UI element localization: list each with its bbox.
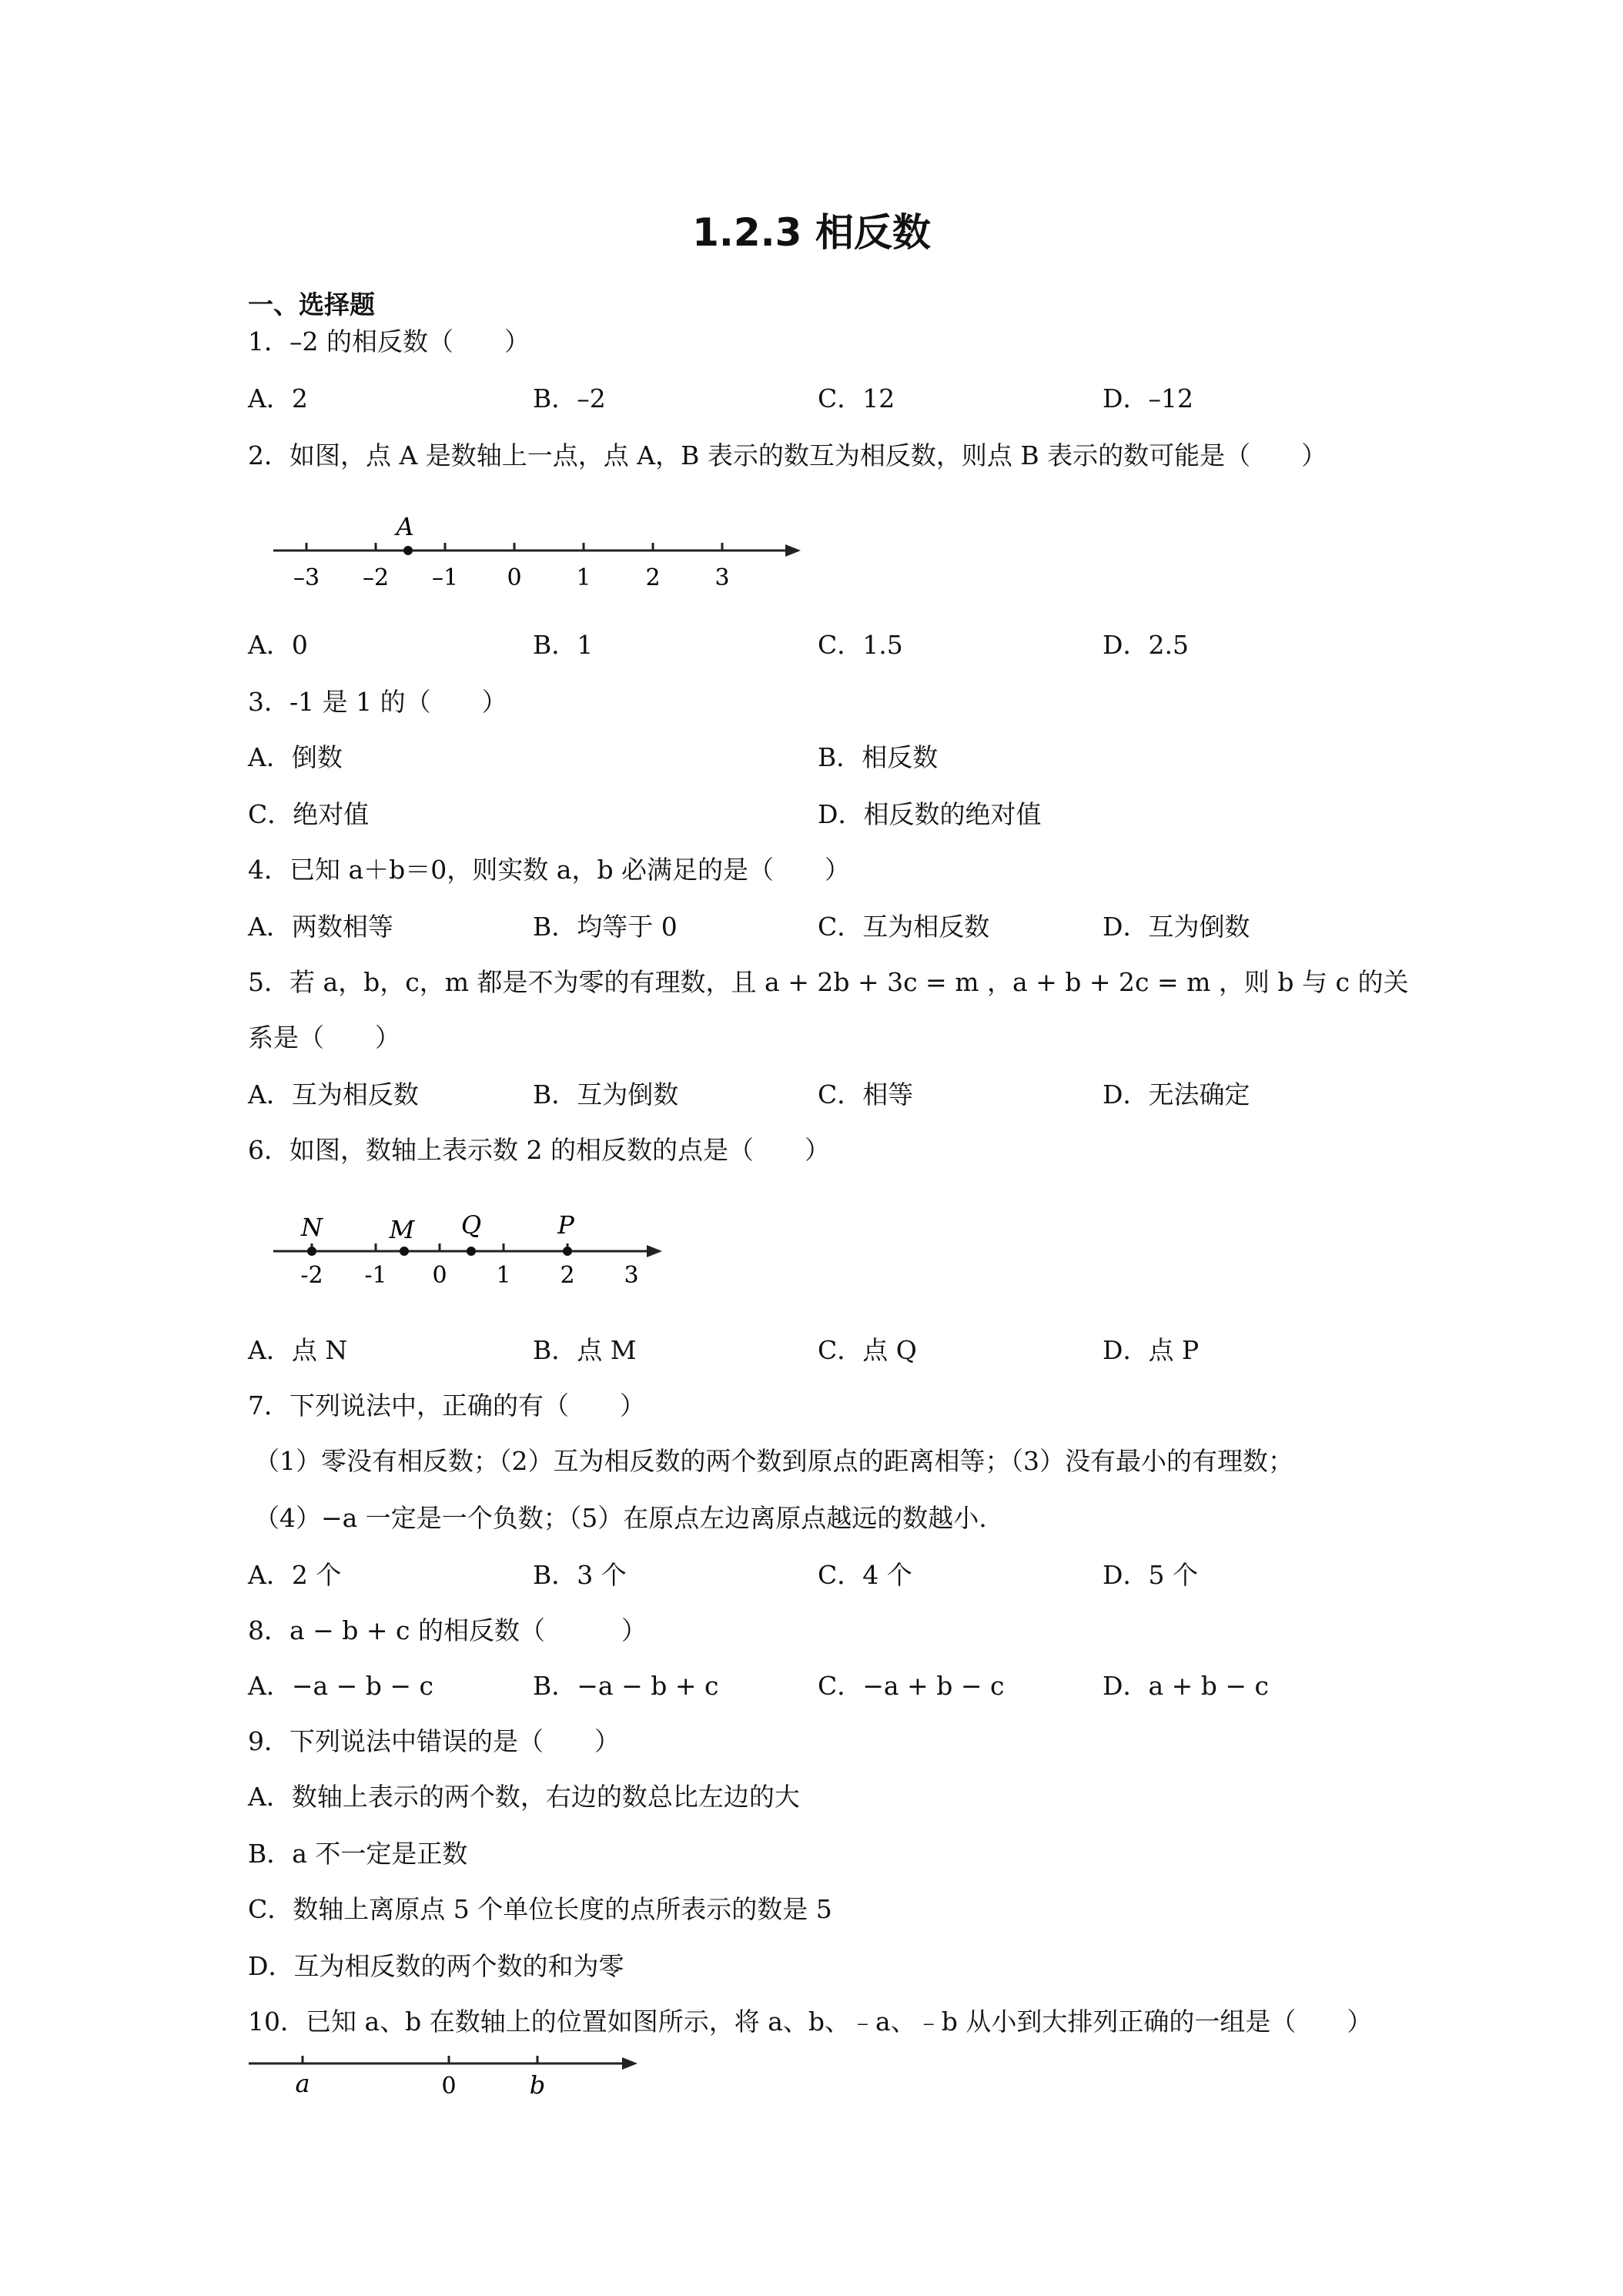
q2-option-a[interactable]: A．0: [248, 630, 308, 660]
q2-number-line-figure: [269, 508, 808, 601]
q6-option-d[interactable]: D．点 P: [1103, 1335, 1200, 1365]
q2-tick-label: 2: [645, 564, 661, 591]
q2-option-c[interactable]: C．1.5: [818, 630, 903, 660]
q2-tick-label: –1: [431, 564, 459, 591]
question-9-stem: 9．下列说法中错误的是（ ）: [248, 1726, 620, 1756]
q6-point-q-dot: [467, 1247, 476, 1256]
question-2-stem: 2．如图，点 A 是数轴上一点，点 A，B 表示的数互为相反数，则点 B 表示的数可能是（ ）: [248, 440, 1327, 470]
question-7-stem: 7．下列说法中，正确的有（ ）: [248, 1391, 645, 1421]
q4-option-a[interactable]: A．两数相等: [248, 912, 393, 942]
q3-option-c[interactable]: C．绝对值: [248, 799, 370, 829]
question-3-stem: 3．-1 是 1 的（ ）: [248, 687, 507, 717]
q4-option-c[interactable]: C．互为相反数: [818, 912, 990, 942]
q2-tick-label: –2: [362, 564, 390, 591]
q6-option-b[interactable]: B．点 M: [533, 1335, 637, 1365]
question-8-stem: 8．a − b + c 的相反数（ ）: [248, 1615, 648, 1645]
q4-option-d[interactable]: D．互为倒数: [1103, 912, 1250, 942]
q8-option-a[interactable]: A．−a − b − c: [248, 1671, 434, 1701]
q8-option-b[interactable]: B．−a − b + c: [533, 1671, 719, 1701]
question-6-stem: 6．如图，数轴上表示数 2 的相反数的点是（ ）: [248, 1135, 830, 1165]
q1-option-b[interactable]: B．–2: [533, 383, 606, 413]
q6-tick-label: -1: [364, 1262, 387, 1289]
q8-option-c[interactable]: C．−a + b − c: [818, 1671, 1005, 1701]
q2-tick-label: 3: [714, 564, 730, 591]
q2-axis-arrow: [785, 544, 801, 557]
q7-option-b[interactable]: B．3 个: [533, 1560, 627, 1590]
q2-point-a-label: A: [396, 512, 414, 541]
q1-option-a[interactable]: A．2: [248, 383, 308, 413]
q3-option-d[interactable]: D．相反数的绝对值: [818, 799, 1042, 829]
q6-option-c[interactable]: C．点 Q: [818, 1335, 917, 1365]
q9-option-d[interactable]: D．互为相反数的两个数的和为零: [248, 1951, 624, 1981]
q6-point-p-dot: [563, 1247, 572, 1256]
q9-option-a[interactable]: A．数轴上表示的两个数，右边的数总比左边的大: [248, 1782, 800, 1812]
q3-option-a[interactable]: A．倒数: [248, 742, 343, 772]
q6-tick-label: 3: [624, 1262, 639, 1289]
q2-tick-label: –3: [293, 564, 320, 591]
q6-tick-label: 0: [432, 1262, 447, 1289]
q7-option-c[interactable]: C．4 个: [818, 1560, 912, 1590]
q2-point-a-dot: [403, 546, 413, 555]
q4-option-b[interactable]: B．均等于 0: [533, 912, 678, 942]
q6-point-label: P: [557, 1210, 574, 1240]
q1-option-c[interactable]: C．12: [818, 383, 895, 413]
q1-option-d[interactable]: D．–12: [1103, 383, 1193, 413]
q10-label-b: b: [529, 2070, 546, 2100]
q6-tick-label: 1: [496, 1262, 511, 1289]
q2-tick-label: 0: [507, 564, 522, 591]
question-1-stem: 1．–2 的相反数（ ）: [248, 326, 530, 356]
page-title: 1.2.3 相反数: [692, 210, 931, 255]
q3-option-b[interactable]: B．相反数: [818, 742, 939, 772]
q6-point-n-dot: [307, 1247, 316, 1256]
q5-option-c[interactable]: C．相等: [818, 1079, 914, 1110]
q10-label-zero: 0: [441, 2073, 457, 2100]
q6-point-label: N: [301, 1213, 323, 1242]
q2-option-d[interactable]: D．2.5: [1103, 630, 1189, 660]
q6-tick-label: -2: [300, 1262, 323, 1289]
q7-option-a[interactable]: A．2 个: [248, 1560, 342, 1590]
q6-point-label: Q: [460, 1210, 482, 1240]
question-7-statements-line1: （1）零没有相反数；（2）互为相反数的两个数到原点的距离相等；（3）没有最小的有理数；: [254, 1446, 1293, 1476]
q6-option-a[interactable]: A．点 N: [248, 1335, 348, 1365]
q10-axis-arrow: [622, 2057, 637, 2070]
q6-point-m-dot: [400, 1247, 409, 1256]
q2-tick-label: 1: [576, 564, 591, 591]
section-heading: 一、选择题: [248, 290, 375, 320]
q6-tick-label: 2: [560, 1262, 575, 1289]
q7-option-d[interactable]: D．5 个: [1103, 1560, 1198, 1590]
q6-axis-arrow: [647, 1245, 662, 1257]
q6-number-line-figure: [269, 1209, 670, 1294]
q8-option-d[interactable]: D．a + b − c: [1103, 1671, 1269, 1701]
q9-option-b[interactable]: B．a 不一定是正数: [248, 1839, 468, 1869]
question-4-stem: 4．已知 a＋b＝0，则实数 a，b 必满足的是（ ）: [248, 855, 851, 885]
question-5-stem-line2: 系是（ ）: [248, 1022, 400, 1053]
question-7-statements-line2: （4）−a 一定是一个负数；（5）在原点左边离原点越远的数越小.: [254, 1503, 987, 1533]
question-10-stem: 10．已知 a、b 在数轴上的位置如图所示，将 a、b、﹣a、﹣b 从小到大排列正确的一组是（ ）: [248, 2006, 1373, 2037]
q5-option-b[interactable]: B．互为倒数: [533, 1079, 679, 1110]
q9-option-c[interactable]: C．数轴上离原点 5 个单位长度的点所表示的数是 5: [248, 1894, 832, 1924]
q5-option-d[interactable]: D．无法确定: [1103, 1079, 1250, 1110]
q6-point-label: M: [389, 1215, 415, 1244]
q10-number-line-figure: [245, 2044, 645, 2106]
q5-option-a[interactable]: A．互为相反数: [248, 1079, 419, 1110]
q10-label-a: a: [295, 2069, 310, 2098]
question-5-stem-line1: 5．若 a，b，c，m 都是不为零的有理数，且 a + 2b + 3c = m ，a + b + 2c = m ，则 b 与 c 的关: [248, 967, 1409, 997]
q2-option-b[interactable]: B．1: [533, 630, 594, 660]
